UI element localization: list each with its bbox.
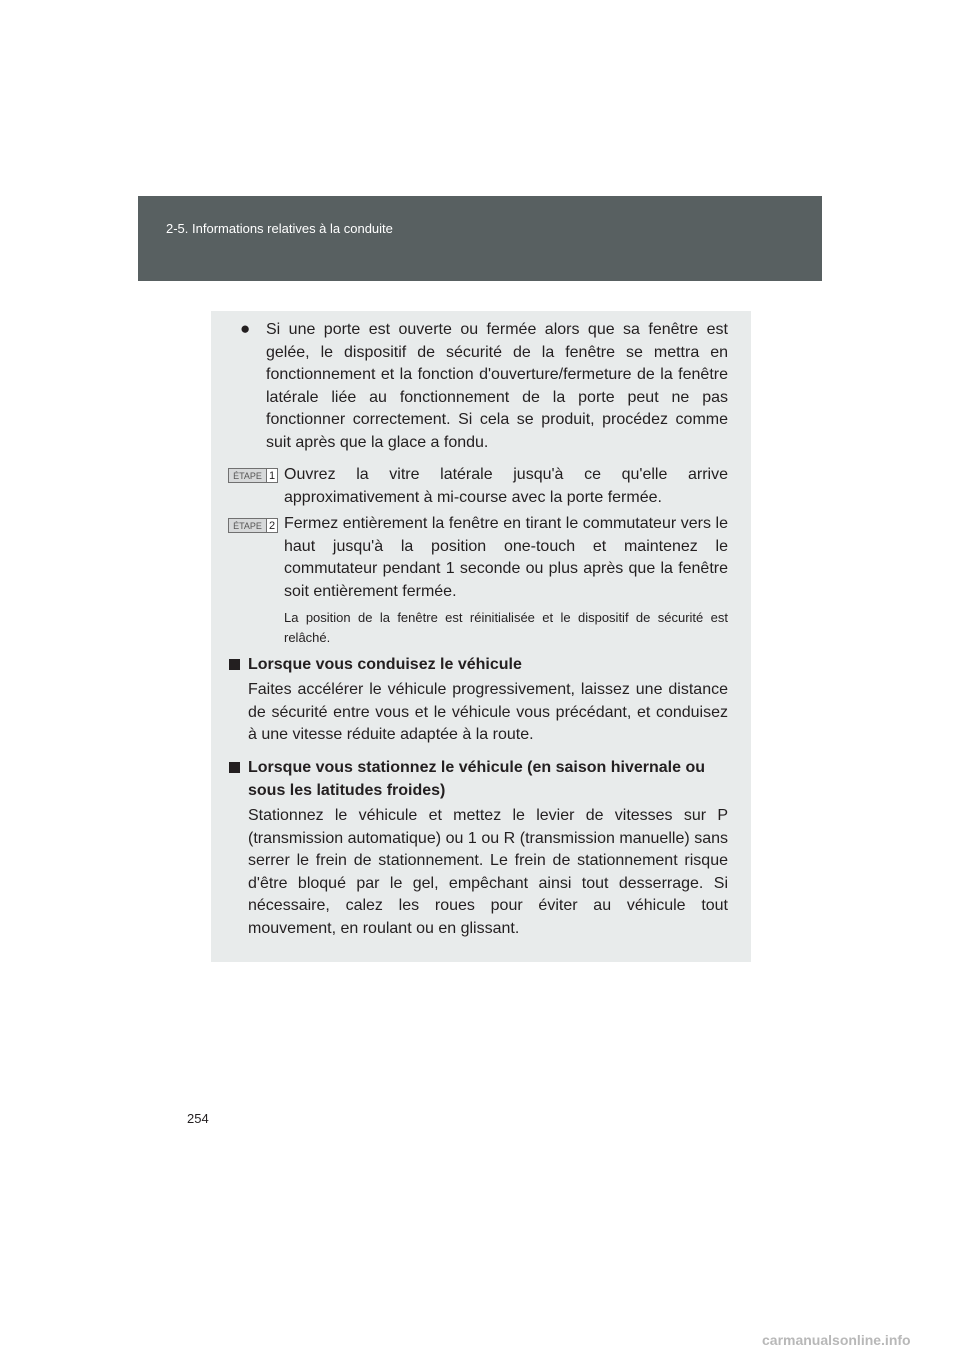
step-badge-word: ÉTAPE: [229, 469, 267, 482]
section-header-band: [138, 196, 822, 281]
step-note: La position de la fenêtre est réinitialisée et le dispositif de sécurité est relâché.: [284, 610, 728, 645]
section-heading-parking: Lorsque vous stationnez le véhicule (en saison hivernale ou sous les latitudes froides): [248, 759, 706, 799]
section-body-parking: Stationnez le véhicule et mettez le levier de vitesses sur P (transmission automatique) ou 1 ou R (transmission manuelle) sans serrer le frein de stationnement. Le frein de stationnement risque d'être bloqué par le gel, empêchant ainsi tout desserrage. Si nécessaire, calez les roues pour éviter au véhicule tout mouvement, en roulant ou en glissant.: [248, 807, 728, 937]
step-badge-number: 2: [268, 519, 276, 532]
watermark: carmanualsonline.info: [762, 1332, 911, 1348]
step-badge-word: ÉTAPE: [229, 519, 267, 532]
step-1-badge: [228, 468, 278, 483]
filled-square-icon: [229, 659, 240, 670]
filled-circle-icon: ●: [240, 319, 251, 338]
step-2-badge: [228, 518, 278, 533]
section-title: 2-5. Informations relatives à la conduite: [166, 221, 393, 236]
section-body-driving: Faites accélérer le véhicule progressivement, laissez une distance de sécurité entre vous et le véhicule vous précédant, et conduisez à une vitesse réduite adaptée à la route.: [248, 681, 728, 744]
section-heading-driving: Lorsque vous conduisez le véhicule: [248, 656, 522, 673]
info-box: [211, 311, 751, 962]
step-badge-number: 1: [268, 469, 276, 482]
page-number: 254: [187, 1111, 209, 1126]
filled-square-icon: [229, 762, 240, 773]
bullet-paragraph: Si une porte est ouverte ou fermée alors que sa fenêtre est gelée, le dispositif de sécurité de la fenêtre se mettra en fonctionnement et la fonction d'ouverture/fermeture de la fenêtre latérale liée au fonctionnement de la porte peut ne pas fonctionner correctement. Si cela se produit, procédez comme suit après que la glace a fondu.: [266, 321, 728, 451]
step-1-text: Ouvrez la vitre latérale jusqu'à ce qu'elle arrive approximativement à mi-course avec la porte fermée.: [284, 466, 728, 506]
step-2-text: Fermez entièrement la fenêtre en tirant le commutateur vers le haut jusqu'à la position one-touch et maintenez le commutateur pendant 1 seconde ou plus après que la fenêtre soit entièrement fermée.: [284, 515, 728, 600]
